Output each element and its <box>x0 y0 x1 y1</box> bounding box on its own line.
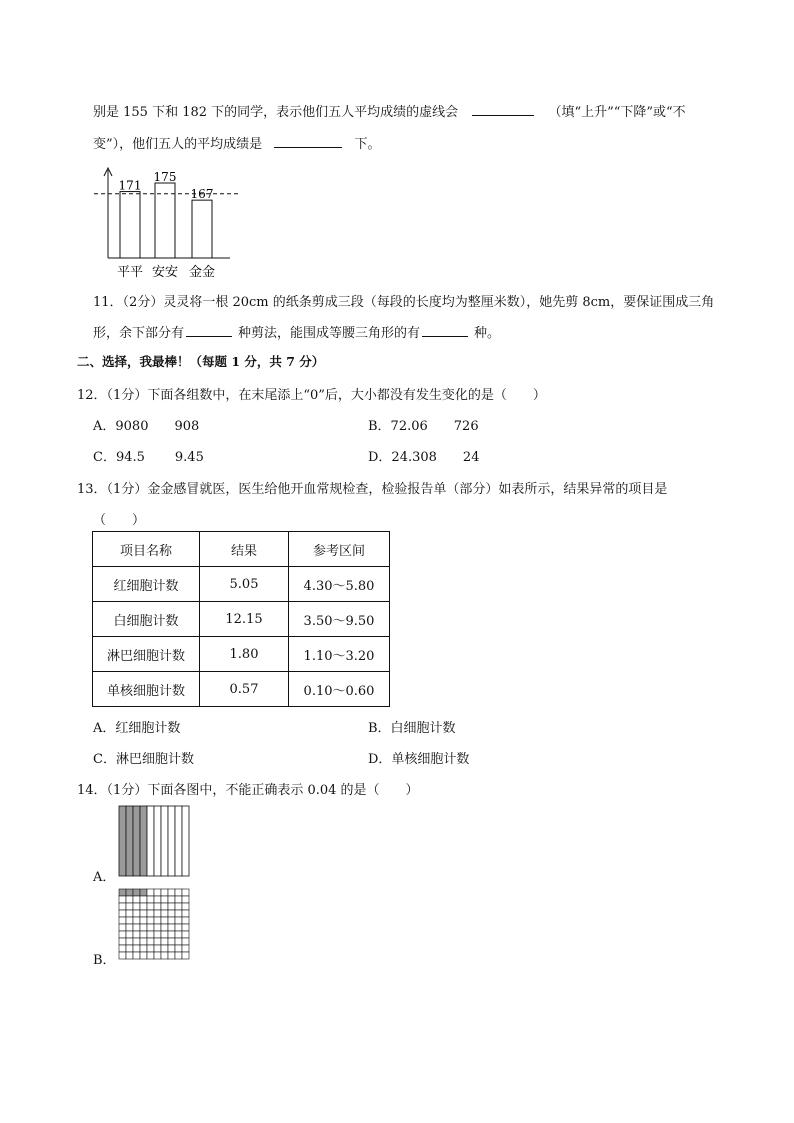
grid-cell <box>161 924 168 931</box>
strip-cell <box>147 806 154 876</box>
grid-cell <box>182 931 189 938</box>
grid-cell <box>147 896 154 903</box>
grid-cell <box>133 952 140 959</box>
strip-cell <box>133 806 140 876</box>
grid-cell <box>168 896 175 903</box>
q14-option-b[interactable]: B． <box>93 953 116 968</box>
grid-cell <box>147 931 154 938</box>
strip-cell <box>168 806 175 876</box>
grid-cell <box>168 938 175 945</box>
table-cell: 4.30～5.80 <box>289 567 390 602</box>
q12-option-b[interactable]: B．72.06 726 <box>368 419 479 434</box>
grid-cell <box>154 903 161 910</box>
grid-cell <box>168 917 175 924</box>
grid-cell <box>133 931 140 938</box>
table-header: 项目名称 <box>93 532 200 567</box>
grid-cell <box>119 931 126 938</box>
grid-cell <box>119 924 126 931</box>
grid-cell <box>154 938 161 945</box>
table-header: 结果 <box>200 532 289 567</box>
q13-option-a[interactable]: A．红细胞计数 <box>93 721 181 736</box>
grid-cell <box>133 917 140 924</box>
table-cell: 1.80 <box>200 637 289 672</box>
table-header-row <box>93 532 390 567</box>
chart-bars <box>117 170 215 280</box>
grid-cell <box>168 952 175 959</box>
grid-cell <box>140 889 147 896</box>
table-cell: 0.57 <box>200 672 289 707</box>
grid-cell <box>182 945 189 952</box>
grid-cell <box>168 889 175 896</box>
grid-cell <box>147 903 154 910</box>
bar <box>155 183 175 258</box>
strip-cell <box>175 806 182 876</box>
grid-cell <box>182 889 189 896</box>
grid-cell <box>168 931 175 938</box>
q11-blank-1[interactable] <box>186 322 232 337</box>
grid-cell <box>168 924 175 931</box>
grid-cell <box>119 938 126 945</box>
score-bar-chart <box>90 160 240 282</box>
grid-cell <box>133 945 140 952</box>
grid-cell <box>182 903 189 910</box>
grid-cell <box>140 924 147 931</box>
grid-cell <box>182 924 189 931</box>
table-cell: 淋巴细胞计数 <box>93 637 200 672</box>
grid-cell <box>182 917 189 924</box>
grid-cell <box>175 952 182 959</box>
strip-cell <box>154 806 161 876</box>
grid-cell <box>175 896 182 903</box>
q13-option-c[interactable]: C．淋巴细胞计数 <box>93 752 194 767</box>
strip-cell <box>119 806 126 876</box>
q10-line1: 别是 155 下和 182 下的同学，表示他们五人平均成绩的虚线会 （填“上升”“下降”或“不 <box>93 101 686 120</box>
grid-cell <box>175 931 182 938</box>
table-header: 参考区间 <box>289 532 390 567</box>
grid-cell <box>154 889 161 896</box>
grid-cell <box>168 910 175 917</box>
grid-cell <box>119 889 126 896</box>
table-row <box>93 637 390 672</box>
grid-cell <box>126 924 133 931</box>
grid-cell <box>161 896 168 903</box>
bar-value-label: 175 <box>153 170 177 184</box>
grid-cell <box>175 910 182 917</box>
grid-cell <box>154 910 161 917</box>
bar-value-label: 171 <box>118 178 142 193</box>
grid-cell <box>175 924 182 931</box>
grid-cell <box>147 910 154 917</box>
grid-cell <box>182 896 189 903</box>
grid-cell <box>140 931 147 938</box>
grid-cell <box>140 945 147 952</box>
table-row <box>93 567 390 602</box>
bar <box>120 192 140 258</box>
table-row <box>93 672 390 707</box>
grid-cell <box>119 903 126 910</box>
grid-cell <box>119 910 126 917</box>
q13-stem: 13．（1分）金金感冒就医，医生给他开血常规检查，检验报告单（部分）如表所示，结果异常的项目是 <box>77 482 668 497</box>
q13-option-d[interactable]: D．单核细胞计数 <box>368 752 470 767</box>
grid-cell <box>161 952 168 959</box>
grid-cell <box>140 903 147 910</box>
strip-cell <box>140 806 147 876</box>
q10-line2: 变”），他们五人的平均成绩是 下。 <box>93 133 380 152</box>
table-cell: 0.10～0.60 <box>289 672 390 707</box>
table-cell: 红细胞计数 <box>93 567 200 602</box>
grid-cell <box>140 910 147 917</box>
grid-cell <box>154 917 161 924</box>
grid-cell <box>154 896 161 903</box>
grid-cell <box>126 938 133 945</box>
grid-cell <box>133 903 140 910</box>
table-row <box>93 602 390 637</box>
q12-stem: 12．（1分）下面各组数中，在末尾添上“0”后，大小都没有发生变化的是（ ） <box>77 388 546 403</box>
grid-cell <box>133 910 140 917</box>
grid-cell <box>182 910 189 917</box>
grid-cell <box>119 952 126 959</box>
grid-cell <box>133 889 140 896</box>
grid-cell <box>154 924 161 931</box>
q12-option-c[interactable]: C．94.5 9.45 <box>93 450 204 465</box>
grid-cell <box>119 896 126 903</box>
grid-cell <box>147 924 154 931</box>
section-title: 二、选择，我最棒！（每题 1 分，共 7 分） <box>77 354 325 369</box>
grid-cell <box>119 945 126 952</box>
grid-cell <box>133 938 140 945</box>
grid-cell <box>133 896 140 903</box>
table-cell: 5.05 <box>200 567 289 602</box>
q11-blank-2[interactable] <box>422 322 468 337</box>
grid-cell <box>126 931 133 938</box>
grid-cell <box>182 938 189 945</box>
q14-stem: 14．（1分）下面各图中，不能正确表示 0.04 的是（ ） <box>77 783 419 798</box>
grid-cell <box>147 938 154 945</box>
grid-cell <box>168 945 175 952</box>
q13-option-b[interactable]: B．白细胞计数 <box>368 721 456 736</box>
grid-cell <box>126 917 133 924</box>
q12-option-d[interactable]: D．24.308 24 <box>368 450 480 465</box>
grid-cell <box>147 952 154 959</box>
grid-cell <box>140 952 147 959</box>
bar-value-label: 167 <box>190 187 214 202</box>
q13-paren: （ ） <box>93 513 146 528</box>
q11-line2: 形，余下部分有 种剪法，能围成等腰三角形的有 种。 <box>93 322 500 341</box>
grid-cell <box>154 952 161 959</box>
grid-cell <box>161 931 168 938</box>
grid-cell <box>161 938 168 945</box>
grid-cell <box>161 917 168 924</box>
grid-cell <box>161 903 168 910</box>
grid-cell <box>154 945 161 952</box>
grid-cell <box>126 952 133 959</box>
grid-cell <box>140 938 147 945</box>
table-cell: 3.50～9.50 <box>289 602 390 637</box>
grid-cell <box>161 910 168 917</box>
category-label: 安安 <box>151 265 179 280</box>
grid-cell <box>126 945 133 952</box>
q10-blank-1[interactable] <box>472 101 534 116</box>
q12-option-a[interactable]: A．9080 908 <box>93 419 200 434</box>
grid-cell <box>147 889 154 896</box>
grid-cell <box>140 917 147 924</box>
report-table <box>92 531 390 707</box>
table-cell: 12.15 <box>200 602 289 637</box>
grid-cell <box>168 903 175 910</box>
grid-cell <box>140 896 147 903</box>
grid-cell <box>161 889 168 896</box>
grid-cell <box>175 903 182 910</box>
grid-cell <box>133 924 140 931</box>
grid-cell <box>175 938 182 945</box>
grid-cell <box>161 945 168 952</box>
grid-cell <box>154 931 161 938</box>
grid-cell <box>126 910 133 917</box>
grid-cell <box>175 945 182 952</box>
grid-cell <box>182 952 189 959</box>
grid-cell <box>175 917 182 924</box>
q10-blank-2[interactable] <box>274 133 342 148</box>
grid-cell <box>126 896 133 903</box>
q14-option-a[interactable]: A． <box>93 870 116 885</box>
grid-cell <box>119 917 126 924</box>
figure-a-strips <box>118 805 190 877</box>
grid-cell <box>147 917 154 924</box>
strip-cell <box>126 806 133 876</box>
grid-cell <box>126 903 133 910</box>
strip-cell <box>161 806 168 876</box>
figure-b-grid <box>118 888 190 960</box>
category-label: 金金 <box>188 265 216 280</box>
grid-cell <box>126 889 133 896</box>
q11-line1: 11．（2分）灵灵将一根 20cm 的纸条剪成三段（每段的长度均为整厘米数），她先剪 8cm，要保证围成三角 <box>93 295 715 310</box>
bar <box>192 200 212 258</box>
grid-cell <box>175 889 182 896</box>
table-cell: 白细胞计数 <box>93 602 200 637</box>
strip-cell <box>182 806 189 876</box>
table-cell: 1.10～3.20 <box>289 637 390 672</box>
grid-cell <box>147 945 154 952</box>
category-label: 平平 <box>116 265 144 280</box>
table-cell: 单核细胞计数 <box>93 672 200 707</box>
